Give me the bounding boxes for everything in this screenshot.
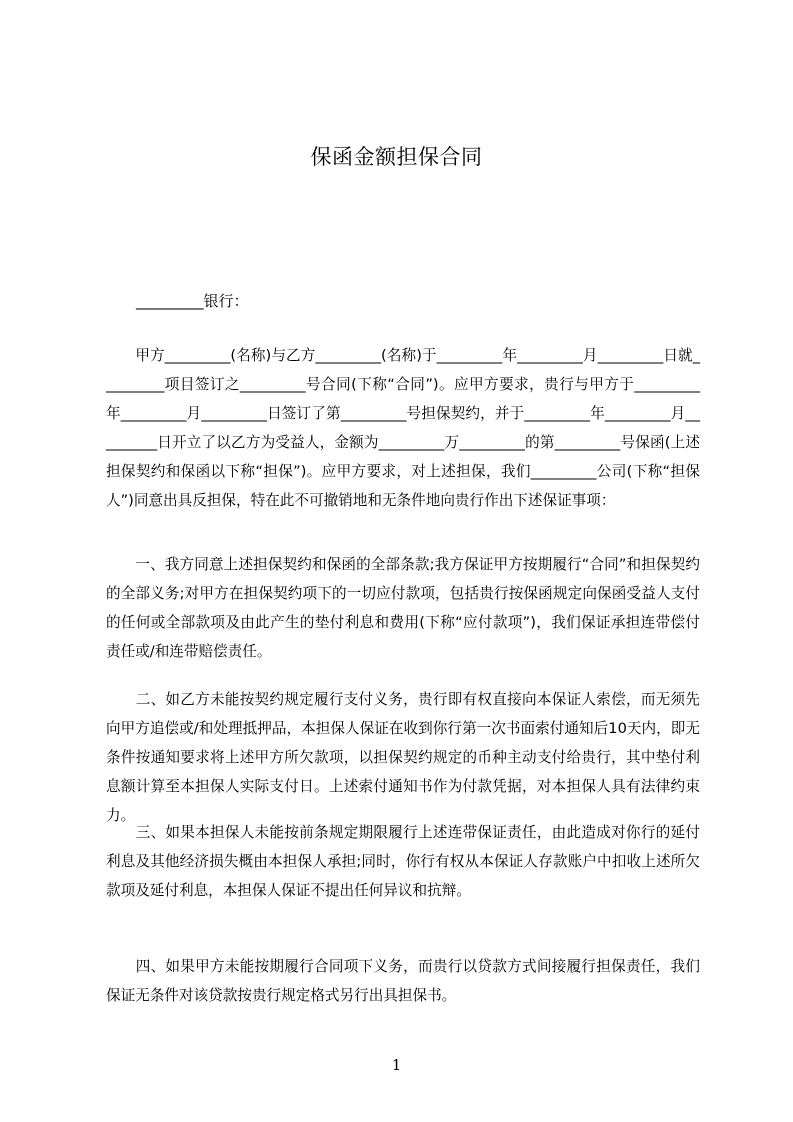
salutation: _________银行：: [136, 292, 249, 310]
clause-4-paragraph: 四、如果甲方未能按期履行合同项下义务，而贵行以贷款方式间接履行担保责任，我们保证无条件对该贷款按贵行规定格式另行出具担保书。: [106, 958, 700, 1004]
clause-3-paragraph: 三、如果本担保人未能按前条规定期限履行上述连带保证责任，由此造成对你行的延付利息及其他经济损失概由本担保人承担;同时，你行有权从本保证人存款账户中扣收上述所欠款项及延付利息，本担保人保证不提出任何异议和抗辩。: [106, 824, 700, 899]
page-number: 1: [391, 1056, 402, 1074]
clause-2-paragraph: 二、如乙方未能按契约规定履行支付义务，贵行即有权直接向本保证人索偿，而无须先向甲方追偿或/和处理抵押品，本担保人保证在收到你行第一次书面索付通知后10天内，即无条件按通知要求将上述甲方所欠款项，以担保契约规定的币种主动支付给贵行，其中垫付利息额计算至本担保人实际支付日。上述索付通知书作为付款凭据，对本担保人具有法律约束力。: [106, 691, 700, 824]
intro-paragraph: 甲方_________(名称)与乙方_________(名称)于_________年_________月_________日就_________项目签订之_________号合同(下称“合同”)。应甲方要求，贵行与甲方于_________年_________月_________日签订了第_________号担保契约，并于_________年_________月_________日开立了以乙方为受益人，金额为_________万_________的第_________号保函(上述担保契约和保函以下称“担保”)。应甲方要求，对上述担保，我们_________公司(下称“担保人”)同意出具反担保，特在此不可撤销地和无条件地向贵行作出下述保证事项：: [106, 347, 700, 509]
clause-1-paragraph: 一、我方同意上述担保契约和保函的全部条款;我方保证甲方按期履行“合同”和担保契约的全部义务;对甲方在担保契约项下的一切应付款项，包括贵行按保函规定向保函受益人支付的任何或全部款项及由此产生的垫付利息和费用(下称“应付款项”)，我们保证承担连带偿付责任或/和连带赔偿责任。: [106, 556, 700, 660]
document-title: 保函金额担保合同: [310, 145, 483, 169]
